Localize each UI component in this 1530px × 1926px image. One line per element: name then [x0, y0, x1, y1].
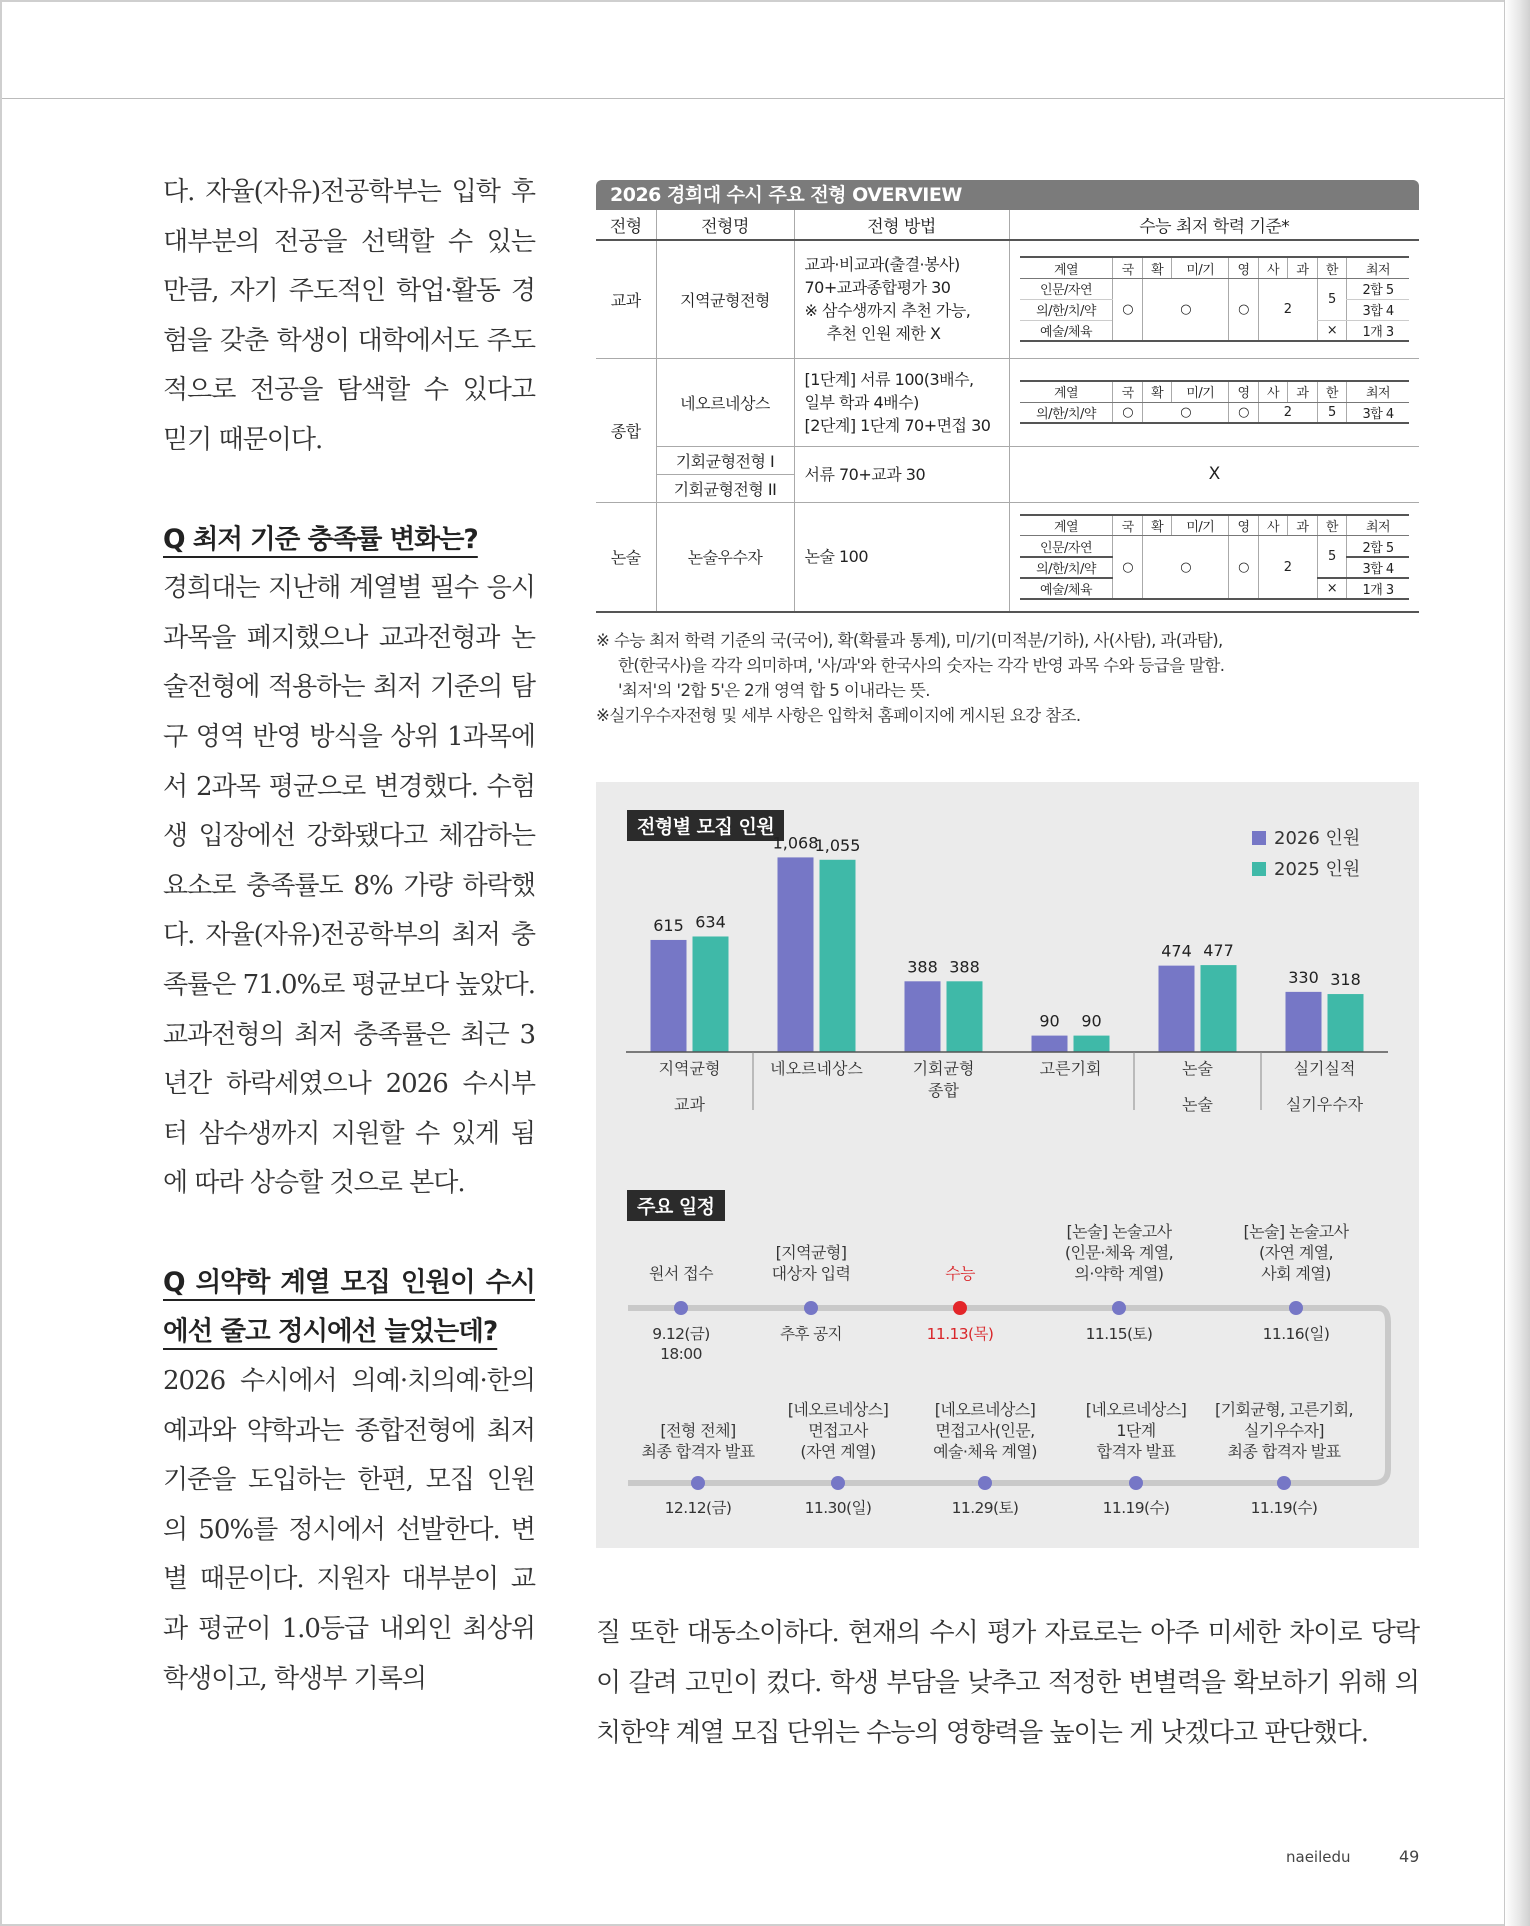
header-method: 전형 방법 — [794, 210, 1009, 240]
overview-notes — [596, 628, 1419, 728]
category-label: 실기실적 — [1293, 1059, 1356, 1078]
cell-method: 논술 100 — [794, 502, 1009, 612]
row-nonsul — [596, 502, 1419, 612]
category-label: 고른기회 — [1039, 1059, 1102, 1078]
mini-header: 사 — [1258, 257, 1287, 278]
header-type: 전형 — [596, 210, 656, 240]
header-minimum: 수능 최저 학력 기준* — [1009, 210, 1419, 240]
mini-value: ○ — [1142, 402, 1228, 423]
data-label: 477 — [1203, 941, 1234, 961]
data-label: 388 — [907, 957, 938, 977]
timeline-event-label: [네오르네상스] 면접고사(인문, 예술·체육 계열) — [933, 1400, 1037, 1461]
method-line: 추천 인원 제한 X — [826, 324, 941, 344]
timeline-dot — [831, 1476, 845, 1490]
data-label: 90 — [1039, 1011, 1060, 1031]
mini-value: ○ — [1229, 402, 1258, 423]
cell-name: 논술우수자 — [656, 502, 794, 612]
data-label: 615 — [653, 915, 684, 935]
method-line: 70+교과종합평가 30 — [804, 278, 951, 298]
cell-minimum-none: X — [1009, 446, 1419, 502]
paragraph-answer-1: 경희대는 지난해 계열별 필수 응시 과목을 폐지했으나 교과전형과 논술전형에 적용하는 최저 기준의 탐구 영역 반영 방식을 상위 1과목에서 2과목 평균으로 변경했다. 수험생 입장에선 강화됐다고 체감하는 요소로 충족률도 8% 가량 하락했다. 자율(자유)전공학부의 최저 충족률은 71.0%로 평균보다 높았다. 교과전형의 최저 충족률은 최근 3년간 하락세였으나 2026 수시부터 삼수생까지 지원할 수 있게 됨에 따라 상승할 것으로 본다. — [163, 573, 535, 1199]
timeline-dot — [674, 1301, 688, 1315]
mini-value: ○ — [1113, 536, 1142, 599]
mini-value: ○ — [1113, 402, 1142, 423]
category-label: 지역균형 — [658, 1059, 721, 1078]
category-label: 논술 — [1182, 1059, 1213, 1078]
mini-track: 예술/체육 — [1020, 578, 1113, 599]
mini-header: 한 — [1317, 257, 1347, 278]
mini-header: 국 — [1113, 515, 1142, 536]
timeline-event-date: 11.19(수) — [1102, 1499, 1170, 1517]
timeline-dot — [1129, 1476, 1143, 1490]
data-label: 474 — [1161, 941, 1192, 961]
mini-header: 영 — [1229, 381, 1258, 402]
timeline-event-date: 12.12(금) — [664, 1499, 732, 1517]
mini-header: 국 — [1113, 381, 1142, 402]
timeline-dot — [1112, 1301, 1126, 1315]
header-name: 전형명 — [656, 210, 794, 240]
timeline-event-label: 원서 접수 — [649, 1264, 713, 1283]
cell-name: 기회균형전형 I — [656, 446, 794, 474]
cell-type: 종합 — [596, 358, 656, 502]
timeline-event-date: 11.13(목) — [926, 1325, 994, 1343]
page-spine — [1504, 0, 1530, 1926]
minimum-subtable — [1020, 514, 1409, 600]
cell-name: 기회균형전형 II — [656, 474, 794, 502]
legend-label: 2025 인원 — [1274, 859, 1361, 880]
timeline-event-label: [논술] 논술고사 (자연 계열, 사회 계열) — [1243, 1222, 1349, 1283]
mini-header: 확 — [1142, 515, 1171, 536]
mini-value: ○ — [1142, 278, 1228, 341]
data-label: 1,068 — [772, 833, 819, 853]
cell-minimum — [1009, 240, 1419, 358]
paragraph-intro: 다. 자율(자유)전공학부는 입학 후 대부분의 전공을 선택할 수 있는 만큼, 자기 주도적인 학업·활동 경험을 갖춘 학생이 대학에서도 주도적으로 전공을 탐색할 수 있다고 믿기 때문이다. — [163, 177, 535, 455]
data-label: 318 — [1330, 970, 1361, 990]
mini-header: 확 — [1142, 257, 1171, 278]
mini-min: 1개 3 — [1347, 578, 1409, 599]
left-column — [163, 168, 535, 1704]
note-line: '최저'의 '2합 5'은 2개 영역 합 5 이내라는 뜻. — [618, 681, 930, 700]
mini-header: 미/기 — [1172, 515, 1229, 536]
overview-table-block — [596, 180, 1419, 613]
category-label: 기회균형 — [912, 1059, 975, 1078]
method-line: 교과·비교과(출결·봉사) — [804, 255, 960, 275]
mini-track: 예술/체육 — [1020, 320, 1113, 341]
cell-name: 지역균형전형 — [656, 240, 794, 358]
mini-header: 사 — [1258, 381, 1287, 402]
mini-value: ○ — [1229, 278, 1258, 341]
mini-min: 3합 4 — [1347, 299, 1409, 320]
paragraph-answer-2: 2026 수시에서 의예·치의예·한의예과와 약학과는 종합전형에 최저 기준을 도입하는 한편, 모집 인원의 50%를 정시에서 선발한다. 변별 때문이다. 지원자 대부분이 교과 평균이 1.0등급 내외인 최상위 학생이고, 학생부 기록의 — [163, 1366, 535, 1694]
mini-min: 3합 4 — [1347, 557, 1409, 578]
mini-header: 한 — [1317, 381, 1347, 402]
timeline-event-label: [지역균형] 대상자 입력 — [771, 1243, 851, 1283]
mini-header: 영 — [1229, 515, 1258, 536]
timeline-dot — [978, 1476, 992, 1490]
group-label: 논술 — [1182, 1095, 1213, 1112]
legend-label: 2026 인원 — [1274, 828, 1361, 849]
cell-method — [794, 240, 1009, 358]
cell-method: 서류 70+교과 30 — [794, 446, 1009, 502]
timeline-event-date: 11.16(일) — [1262, 1325, 1330, 1343]
overview-table — [596, 210, 1419, 613]
cell-method — [794, 358, 1009, 446]
mini-min: 3합 4 — [1347, 402, 1409, 423]
mini-track: 인문/자연 — [1020, 536, 1113, 557]
mini-header: 과 — [1288, 515, 1317, 536]
timeline-event-date: 추후 공지 — [780, 1325, 842, 1343]
timeline-event-label: [기회균형, 고른기회, 실기우수자] 최종 합격자 발표 — [1215, 1400, 1353, 1461]
mini-min: 2합 5 — [1347, 536, 1409, 557]
group-label: 실기우수자 — [1285, 1095, 1364, 1112]
mini-header: 최저 — [1347, 381, 1409, 402]
mini-header: 사 — [1258, 515, 1287, 536]
timeline-dot — [1289, 1301, 1303, 1315]
note-line: ※ 수능 최저 학력 기준의 국(국어), 확(확률과 통계), 미/기(미적분/기하), 사(사탐), 과(과탐), — [596, 631, 1223, 650]
mini-header: 미/기 — [1172, 381, 1229, 402]
question-heading-1: Q 최저 기준 충족률 변화는? — [163, 523, 478, 555]
method-line: ※ 삼수생까지 추천 가능, — [804, 301, 971, 321]
timeline-event-label: 수능 — [945, 1264, 975, 1283]
mini-header: 계열 — [1020, 257, 1113, 278]
data-label: 634 — [695, 912, 726, 932]
mini-header: 최저 — [1347, 515, 1409, 536]
mini-header: 계열 — [1020, 515, 1113, 536]
cell-minimum — [1009, 502, 1419, 612]
mini-value: ○ — [1142, 536, 1228, 599]
mini-value: ○ — [1113, 278, 1142, 341]
chart-schedule-panel — [596, 782, 1419, 1548]
mini-value: 2 — [1258, 278, 1317, 341]
note-line: ※실기우수자전형 및 세부 사항은 입학처 홈페이지에 게시된 요강 참조. — [596, 706, 1081, 725]
mini-min: 2합 5 — [1347, 278, 1409, 299]
mini-track: 의/한/치/약 — [1020, 557, 1113, 578]
data-label: 90 — [1081, 1011, 1102, 1031]
category-label: 네오르네상스 — [770, 1059, 863, 1078]
mini-min: 1개 3 — [1347, 320, 1409, 341]
timeline-dot — [804, 1301, 818, 1315]
timeline-dot — [691, 1476, 705, 1490]
cell-name: 네오르네상스 — [656, 358, 794, 446]
mini-value: × — [1317, 320, 1347, 341]
timeline-event-label: [전형 전체] 최종 합격자 발표 — [641, 1421, 755, 1461]
overview-header-row — [596, 210, 1419, 240]
mini-header: 확 — [1142, 381, 1171, 402]
data-label: 388 — [949, 957, 980, 977]
timeline-event-date: 11.15(토) — [1085, 1325, 1153, 1343]
minimum-subtable — [1020, 256, 1409, 342]
cell-minimum — [1009, 358, 1419, 446]
page-number: 49 — [1399, 1847, 1420, 1866]
mini-value: 5 — [1317, 278, 1347, 320]
timeline-dot — [953, 1301, 967, 1315]
method-line: 일부 학과 4배수) — [804, 392, 919, 412]
data-label: 1,055 — [814, 835, 861, 855]
timeline-event-date: 11.19(수) — [1250, 1499, 1318, 1517]
timeline-event-date: 9.12(금) 18:00 — [652, 1325, 710, 1363]
paragraph-continuation: 질 또한 대동소이하다. 현재의 수시 평가 자료로는 아주 미세한 차이로 당락이 갈려 고민이 컸다. 학생 부담을 낮추고 적정한 변별력을 확보하기 위해 의치한약 계열 모집 단위는 수능의 영향력을 높이는 게 낫겠다고 판단했다. — [596, 1618, 1419, 1748]
cell-type: 교과 — [596, 240, 656, 358]
footer-brand: naeiledu — [1286, 1848, 1351, 1866]
mini-header: 미/기 — [1172, 257, 1229, 278]
timeline-dot — [1277, 1476, 1291, 1490]
row-jonghap-b — [596, 446, 1419, 474]
mini-header: 한 — [1317, 515, 1347, 536]
note-line: 한(한국사)을 각각 의미하며, '사/과'와 한국사의 숫자는 각각 반영 과목 수와 등급을 말함. — [618, 656, 1225, 675]
data-label: 330 — [1288, 967, 1319, 987]
mini-track: 의/한/치/약 — [1020, 402, 1113, 423]
mini-value: 5 — [1317, 536, 1347, 578]
cell-type: 논술 — [596, 502, 656, 612]
overview-title: 2026 경희대 수시 주요 전형 OVERVIEW — [596, 180, 1419, 210]
group-label: 종합 — [928, 1081, 959, 1100]
mini-header: 영 — [1229, 257, 1258, 278]
mini-header: 계열 — [1020, 381, 1113, 402]
mini-value: ○ — [1229, 536, 1258, 599]
question-heading-2: Q 의약학 계열 모집 인원이 수시에선 줄고 정시에선 늘었는데? — [163, 1266, 535, 1348]
mini-value: 5 — [1317, 402, 1347, 423]
row-jonghap-a — [596, 358, 1419, 446]
method-line: [2단계] 1단계 70+면접 30 — [804, 415, 991, 435]
timeline-event-label: [네오르네상스] 면접고사 (자연 계열) — [787, 1400, 889, 1461]
timeline-event-date: 11.29(토) — [951, 1499, 1019, 1517]
method-line: [1단계] 서류 100(3배수, — [804, 369, 974, 389]
mini-header: 과 — [1288, 257, 1317, 278]
group-label: 교과 — [674, 1095, 705, 1112]
row-gyogwa — [596, 240, 1419, 358]
timeline-event-label: [네오르네상스] 1단계 합격자 발표 — [1085, 1400, 1187, 1461]
mini-header: 국 — [1113, 257, 1142, 278]
timeline-event-date: 11.30(일) — [804, 1499, 872, 1517]
mini-value: 2 — [1258, 402, 1317, 423]
timeline-event-label: [논술] 논술고사 (인문·체육 계열, 의·약학 계열) — [1064, 1222, 1174, 1283]
mini-header: 과 — [1288, 381, 1317, 402]
mini-track: 인문/자연 — [1020, 278, 1113, 299]
mini-track: 의/한/치/약 — [1020, 299, 1113, 320]
mini-value: 2 — [1258, 536, 1317, 599]
mini-value: × — [1317, 578, 1347, 599]
schedule-title: 주요 일정 — [627, 1190, 725, 1221]
minimum-subtable — [1020, 380, 1409, 424]
chart-title: 전형별 모집 인원 — [627, 810, 784, 841]
mini-header: 최저 — [1347, 257, 1409, 278]
